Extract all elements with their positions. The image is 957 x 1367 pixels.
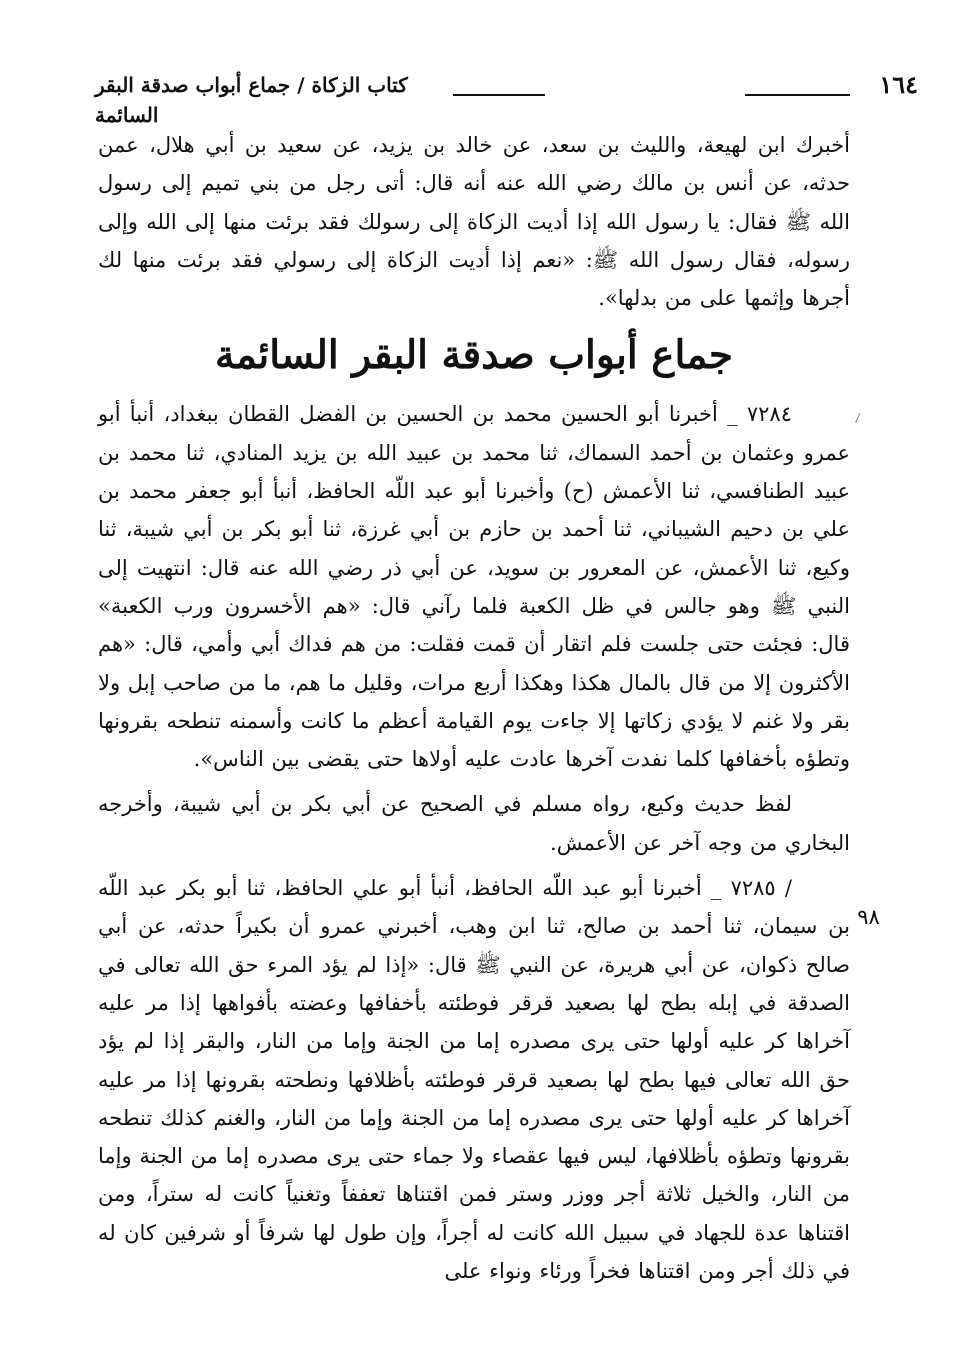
running-title: كتاب الزكاة / جماع أبواب صدقة البقر السائمة	[95, 73, 408, 127]
page-number: ١٦٤	[879, 70, 918, 99]
paragraph-gap	[98, 862, 850, 869]
paragraph-continuation: أخبرك ابن لهيعة، والليث بن سعد، عن خالد بن يزيد، عن سعيد بن أبي هلال، عمن حدثه، عن أنس بن مالك رضي الله عنه أنه قال: أتى رجل من بني تميم إلى رسول الله ﷺ فقال: يا رسول الله إذا أديت الزكاة إلى رسولك فقد برئت منها إلى الله وإلى رسوله، فقال رسول الله ﷺ: «نعم إذا أديت الزكاة إلى رسولي فقد برئت منها لك أجرها وإثمها على من بدلها».	[98, 133, 850, 311]
hadith-7284: ٧٢٨٤ _ أخبرنا أبو الحسين محمد بن الحسين بن الفضل القطان ببغداد، أنبأ أبو عمرو وعثمان بن أحمد السماك، ثنا محمد بن عبيد الله بن يزيد المنادي، ثنا محمد بن عبيد الطنافسي، ثنا الأعمش (ح) وأخبرنا أبو عبد اللّه الحافظ، أنبأ أبو جعفر محمد بن علي بن دحيم الشيباني، ثنا أحمد بن حازم بن أبي غرزة، ثنا أبو بكر بن أبي شيبة، ثنا وكيع، ثنا الأعمش، عن المعرور بن سويد، عن أبي ذر رضي الله عنه قال: انتهيت إلى النبي ﷺ وهو جالس في ظل الكعبة فلما رآني قال: «هم الأخسرون ورب الكعبة» قال: فجئت حتى جلست فلم اتقار أن قمت فقلت: من هم فداك أبي وأمي، قال: «هم الأكثرون إلا من قال بالمال هكذا وهكذا أربع مرات، وقليل ما هم، ما من صاحب إبل ولا بقر ولا غنم لا يؤدي زكاتها إلا جاءت يوم القيامة أعظم ما كانت وأسمنه تنطحه بقرونها وتطؤه بأخفافها كلما نفدت آخرها عادت عليه أولاها حتى يقضى بين الناس».	[98, 402, 850, 772]
chapter-heading: جماع أبواب صدقة البقر السائمة	[214, 332, 734, 379]
main-text	[98, 126, 850, 1290]
margin-folio-number: ٩٨	[857, 905, 880, 929]
commentary-paragraph: لفظ حديث وكيع، رواه مسلم في الصحيح عن أبي بكر بن أبي شيبة، وأخرجه البخاري من وجه آخر عن الأعمش.	[98, 792, 850, 855]
margin-mark	[855, 413, 865, 425]
header-rule-left	[453, 94, 545, 96]
hadith-7285: / ٧٢٨٥ _ أخبرنا أبو عبد اللّه الحافظ، أنبأ أبو علي الحافظ، ثنا أبو بكر عبد اللّه بن سيمان، ثنا أحمد بن صالح، ثنا ابن وهب، أخبرني عمرو أن بكيراً حدثه، عن أبي صالح ذكوان، عن أبي هريرة، عن النبي ﷺ قال: «إذا لم يؤد المرء حق الله تعالى في الصدقة في إبله بطح لها بصعيد قرقر فوطئته بأخفافها وعضته بأفواهها إذا مر عليه آخراها كر عليه أولها حتى يرى مصدره إما من الجنة وإما من النار، والبقر إذا لم يؤد حق الله تعالى فيها بطح لها بصعيد قرقر فوطئته بأظلافها ونطحته بقرونها إذا مر عليه آخراها كر عليه أولها حتى يرى مصدره إما من الجنة وإما من النار، والغنم كذلك تنطحه بقرونها وتطؤه بأظلافها، ليس فيها عقصاء ولا جماء حتى يرى مصدره إما من الجنة وإما من النار، والخيل ثلاثة أجر ووزر وستر فمن اقتناها تعففاً وتغنياً كانت له ستراً، ومن اقتناها عدة للجهاد في سبيل الله كانت له أجراً، وإن طول لها شرفاً أو شرفين كان له في ذلك أجر ومن اقتناها فخراً ورئاء ونواء على	[98, 876, 850, 1284]
header-rule-right	[745, 94, 850, 96]
paragraph-gap	[98, 778, 850, 785]
running-header	[95, 70, 918, 127]
